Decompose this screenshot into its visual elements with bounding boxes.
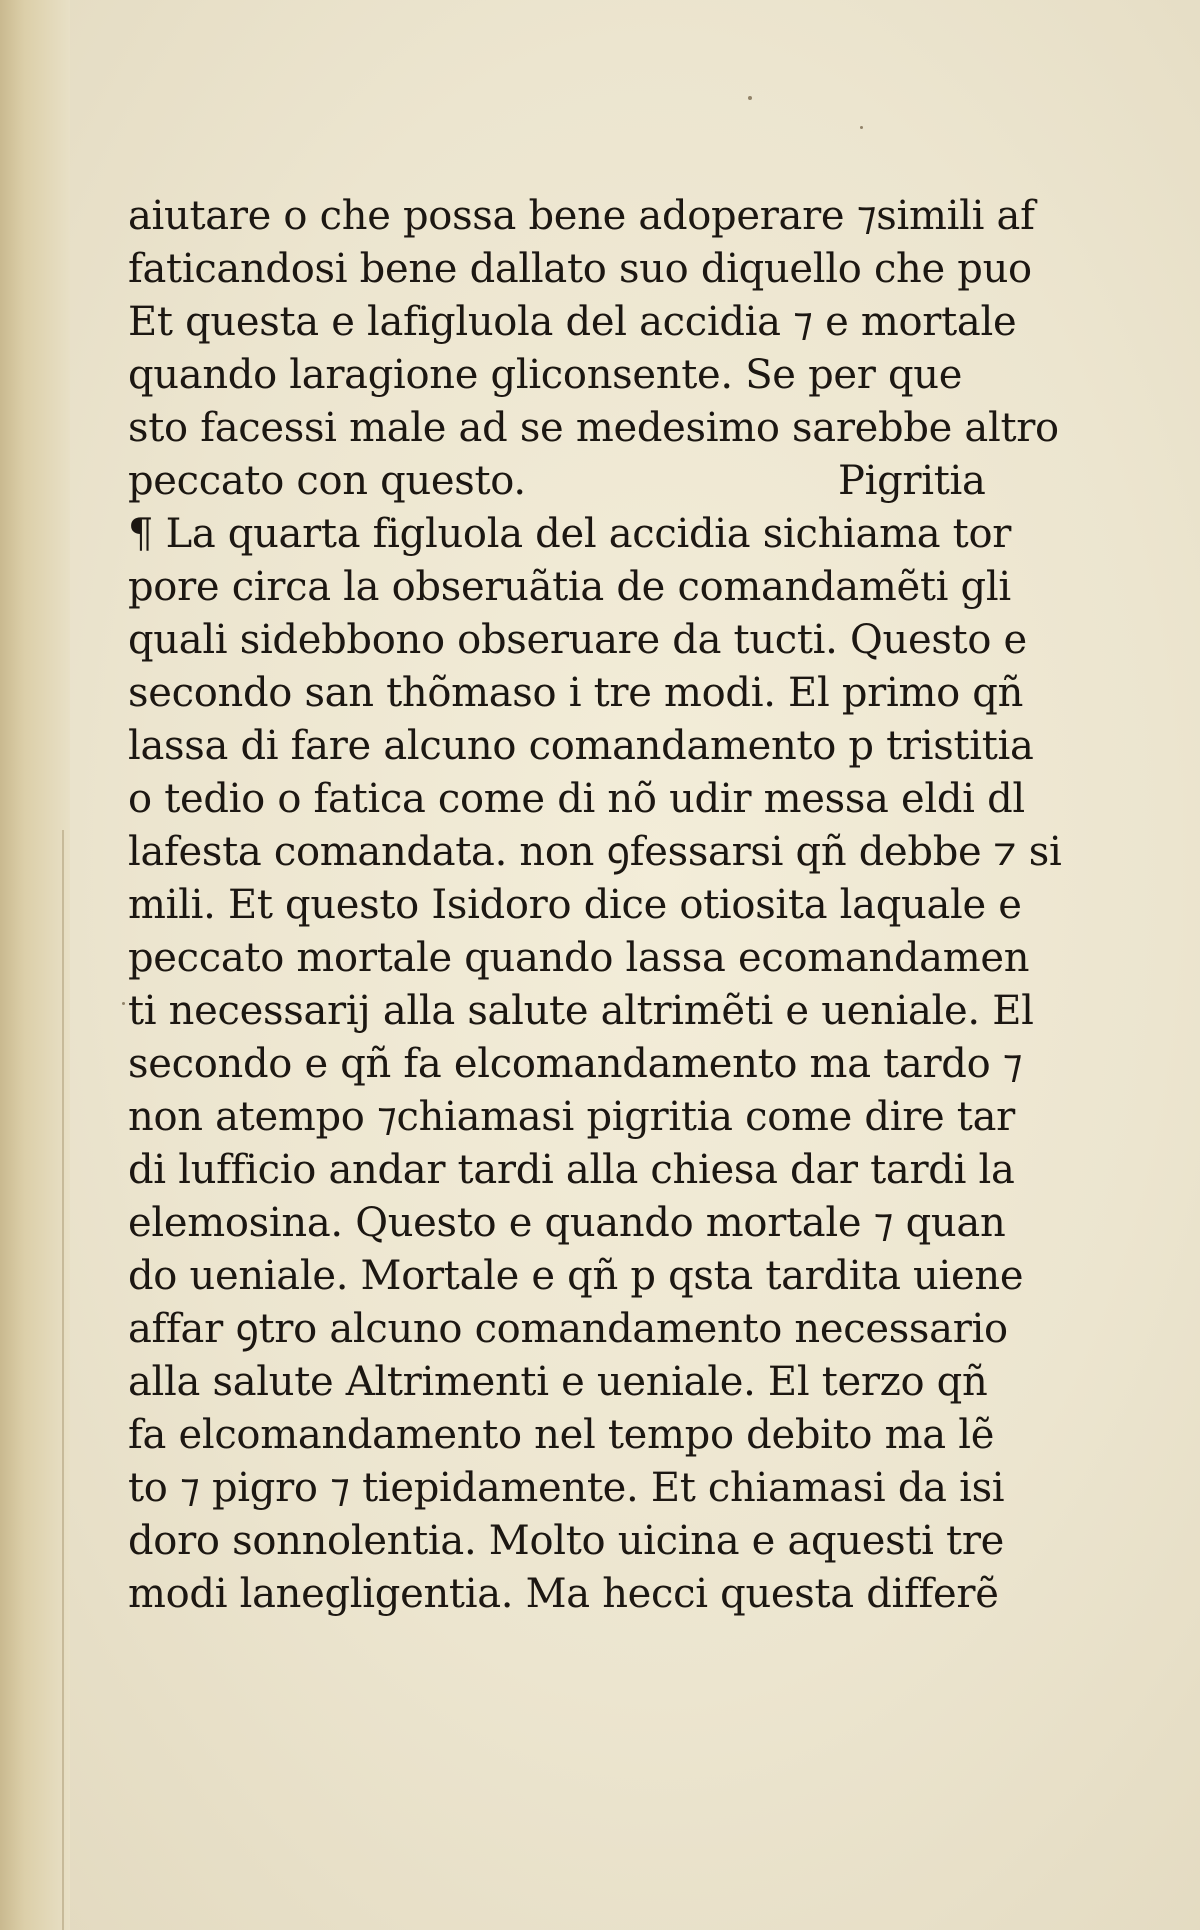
text-line: peccato mortale quando lassa ecomandamen [128, 935, 1030, 981]
text-line: quali sidebbono obseruare da tucti. Questo e [128, 617, 1027, 663]
text-line: quando laragione gliconsente. Se per que [128, 352, 963, 398]
text-line: ti necessarij alla salute altrimẽti e ueniale. El [128, 988, 1034, 1034]
page-edge-shadow [0, 0, 70, 1930]
text-line: secondo san thõmaso i tre modi. El primo qñ [128, 670, 1024, 716]
paper-speck [748, 96, 752, 100]
paper-speck [122, 1002, 125, 1005]
text-line: alla salute Altrimenti e ueniale. El terzo qñ [128, 1359, 988, 1405]
text-line: affar ꝯtro alcuno comandamento necessario [128, 1306, 1008, 1352]
paper-speck [860, 126, 863, 129]
text-line: secondo e qñ fa elcomandamento ma tardo ⁊ [128, 1041, 1023, 1087]
text-line: peccato con questo. [128, 458, 526, 504]
text-line: lafesta comandata. non ꝯfessarsi qñ debbe ⁊ si [128, 829, 1062, 875]
text-line: lassa di fare alcuno comandamento p tristitia [128, 723, 1034, 769]
paper-crease [62, 830, 64, 1930]
marginal-heading: Pigritia [838, 458, 986, 504]
text-line: sto facessi male ad se medesimo sarebbe altro [128, 405, 1059, 451]
page-text [128, 190, 1062, 1621]
text-line: elemosina. Questo e quando mortale ⁊ quan [128, 1200, 1006, 1246]
text-line: modi lanegligentia. Ma hecci questa differẽ [128, 1571, 999, 1617]
text-line: aiutare o che possa bene adoperare ⁊simili af [128, 193, 1035, 239]
text-line: to ⁊ pigro ⁊ tiepidamente. Et chiamasi da isi [128, 1465, 1005, 1511]
text-line: o tedio o fatica come di nõ udir messa eldi dl [128, 776, 1025, 822]
text-line: fa elcomandamento nel tempo debito ma lẽ [128, 1412, 995, 1458]
text-line: ¶ La quarta figluola del accidia sichiama tor [128, 511, 1012, 557]
text-line: faticandosi bene dallato suo diquello che puo [128, 246, 1032, 292]
text-line: doro sonnolentia. Molto uicina e aquesti tre [128, 1518, 1005, 1564]
text-line: mili. Et questo Isidoro dice otiosita laquale e [128, 882, 1022, 928]
text-line: pore circa la obseruãtia de comandamẽti gli [128, 564, 1011, 610]
text-line: di lufficio andar tardi alla chiesa dar tardi la [128, 1147, 1015, 1193]
text-line: Et questa e lafigluola del accidia ⁊ e mortale [128, 299, 1017, 345]
text-line: do ueniale. Mortale e qñ p qsta tardita uiene [128, 1253, 1024, 1299]
text-line: non atempo ⁊chiamasi pigritia come dire tar [128, 1094, 1015, 1140]
